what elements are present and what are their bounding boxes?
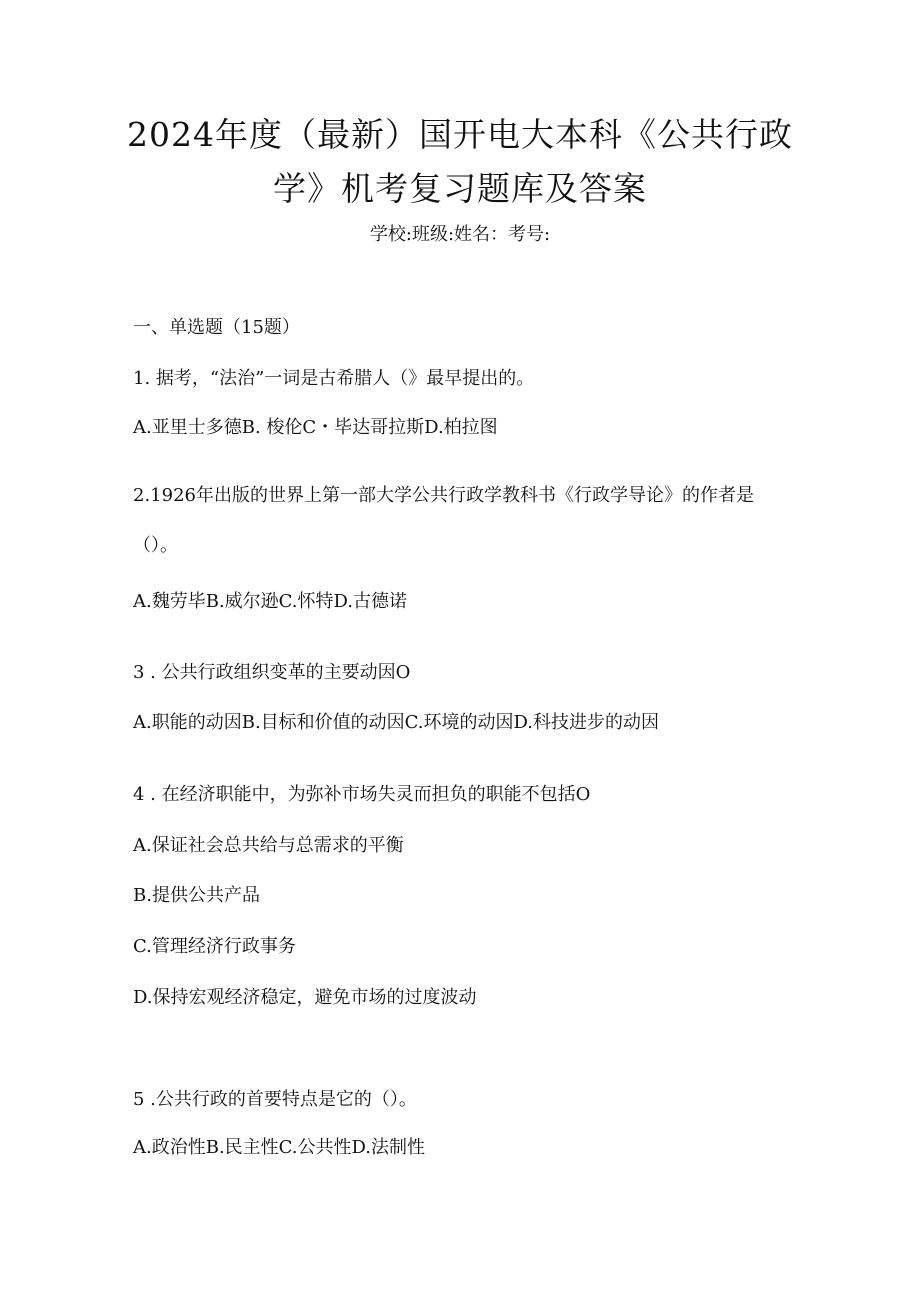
question-4-option-d: D.保持宏观经济稳定，避免市场的过度波动 <box>133 987 477 1008</box>
section-heading: 一、单选题（15题） <box>133 317 300 338</box>
student-info-line: 学校:班级:姓名：考号: <box>369 224 551 245</box>
document-title: 2024年度（最新）国开电大本科《公共行政学》机考复习题库及答案 <box>127 115 793 208</box>
question-1-stem: 1. 据考，“法治”一词是古希腊人（》最早提出的。 <box>133 368 535 389</box>
question-2-options: A.魏劳毕B.威尔逊C.怀特D.古德诺 <box>133 591 408 612</box>
question-3-options: A.职能的动因B.目标和价值的动因C.环境的动因D.科技进步的动因 <box>133 712 660 733</box>
question-4-option-b: B.提供公共产品 <box>133 885 260 906</box>
question-1-options: A.亚里士多德B. 梭伦C・毕达哥拉斯D.柏拉图 <box>133 417 498 438</box>
question-3-stem: 3 . 公共行政组织变革的主要动因O <box>133 662 411 683</box>
question-2-stem: 2.1926年出版的世界上第一部大学公共行政学教科书《行政学导论》的作者是（）。 <box>133 485 754 556</box>
question-4-option-a: A.保证社会总共给与总需求的平衡 <box>133 835 404 856</box>
question-5-stem: 5 .公共行政的首要特点是它的（）。 <box>133 1089 417 1110</box>
question-5-options: A.政治性B.民主性C.公共性D.法制性 <box>133 1137 426 1158</box>
question-4-option-c: C.管理经济行政事务 <box>133 936 296 957</box>
question-4-stem: 4 . 在经济职能中，为弥补市场失灵而担负的职能不包括O <box>133 784 591 805</box>
